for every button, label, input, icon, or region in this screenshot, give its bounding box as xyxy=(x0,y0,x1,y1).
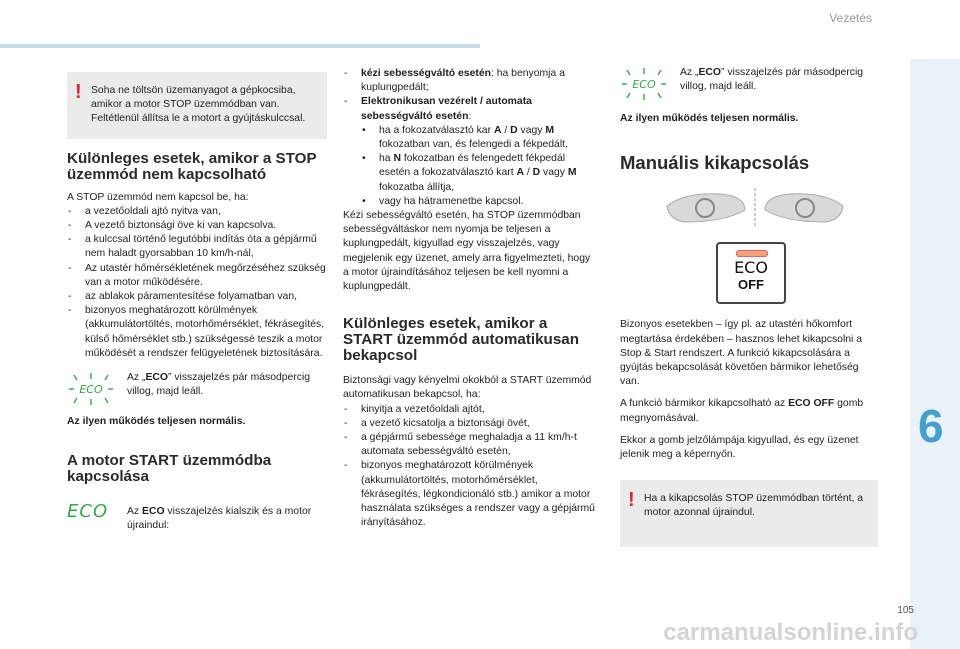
manual-off-paragraph-2: A funkció bármikor kikapcsolható az ECO OFF gomb megnyomásával. xyxy=(620,398,864,424)
list-item: - a vezetőoldali ajtó nyitva van, xyxy=(67,205,327,219)
heading-stop-special: Különleges esetek, amikor a STOP üzemmód nem kapcsolható xyxy=(67,149,317,183)
auto-start-list xyxy=(343,403,598,531)
warning-icon: ! xyxy=(628,489,635,512)
warning-text: Soha ne töltsön üzemanyagot a gépkocsiba, amikor a motor STOP üzemmódban van. Feltétlenül állítsa le a motort a gyújtáskulccsal. xyxy=(91,85,306,125)
heading-start-switch: A motor START üzemmódba kapcsolása xyxy=(67,452,272,486)
warning-note xyxy=(67,72,327,139)
eco-indicator-icon: ECO xyxy=(67,501,109,523)
gearbox-sublist xyxy=(361,124,598,209)
column-1 xyxy=(67,72,327,534)
eco-blinking-icon xyxy=(620,66,668,102)
header-bar xyxy=(0,44,480,48)
section-title: Vezetés xyxy=(829,11,872,25)
page-number: 105 xyxy=(897,605,914,616)
list-item: - az ablakok páramentesítése folyamatban van, xyxy=(67,290,327,304)
eco-off-button-icon: ECO OFF xyxy=(716,242,786,304)
list-item: • ha a fokozatválasztó kar A / D vagy M fokozatban van, és felengedi a fékpedált, xyxy=(361,124,598,152)
heading-start-special: Különleges esetek, amikor a START üzemmód automatikusan bekapcsol xyxy=(343,315,579,365)
watermark: carmanualsonline.info xyxy=(663,619,918,646)
list-item: • vagy ha hátramenetbe kapcsol. xyxy=(361,195,598,209)
warning-text: Ha a kikapcsolás STOP üzemmódban történt, a motor azonnal újraindul. xyxy=(644,493,864,519)
list-item: - bizonyos meghatározott körülmények (akkumulátortöltés, motorhőmérséklet, fékrásegítés, külső hőmérséklet stb.) szükségessé teszik a motor működését a rendszer felügyeletének biztosítására. xyxy=(67,304,327,361)
eco-blink-text: Az „ECO” visszajelzés pár másodpercig villog, majd leáll. xyxy=(127,372,311,398)
start-intro: Biztonsági vagy kényelmi okokból a START üzemmód automatikusan bekapcsol, ha: xyxy=(343,375,592,401)
list-item: - Elektronikusan vezérelt / automata sebességváltó esetén: • ha a fokozatválasztó kar A / D vagy M fokozatban van, és felengedi a fékpedált, • ha N fokozatban és felengedett fékpedál esetén a fokozatválasztó kart A / D vagy M fokozatba állítja, • vagy ha hátramenetbe kapcsol. xyxy=(343,95,598,209)
eco-start-text: Az ECO visszajelzés kialszik és a motor újraindul: xyxy=(127,506,312,532)
list-item: - a kulccsal történő legutóbbi indítás óta a gépjármű nem haladt gyorsabban 10 km/h-nál, xyxy=(67,233,327,261)
list-item: - a vezető kicsatolja a biztonsági övét, xyxy=(343,417,598,431)
dashboard-diagram-icon xyxy=(665,186,845,230)
eco-start-row xyxy=(67,501,327,533)
stop-conditions-list xyxy=(67,205,327,361)
chapter-number: 6 xyxy=(918,400,944,452)
warning-note xyxy=(620,480,878,546)
list-item: - a gépjármű sebessége meghaladja a 11 km/h-t automata sebességváltó esetén, xyxy=(343,431,598,459)
list-item: - bizonyos meghatározott körülmények (akkumulátortöltés, motorhőmérséklet, fékrásegítés, légkondicionáló stb.) amikor a motor használata szükséges a rendszer vagy a gépjármű irányításához. xyxy=(343,459,598,530)
normal-operation-note: Az ilyen működés teljesen normális. xyxy=(620,113,799,124)
chapter-tab xyxy=(910,59,960,649)
manual-off-paragraph-1: Bizonyos esetekben – így pl. az utastéri hőkomfort megtartása érdekében – hasznos lehet kikapcsolni a Stop & Start rendszert. A funkció kikapcsolására a gyújtás bekapcsolását követően bármikor lehetőség van. xyxy=(620,319,863,388)
eco-blink-text: Az „ECO” visszajelzés pár másodpercig villog, majd leáll. xyxy=(680,67,864,93)
list-item: - kinyitja a vezetőoldali ajtót, xyxy=(343,403,598,417)
eco-blink-row xyxy=(67,371,327,407)
list-item: - A vezető biztonsági öve ki van kapcsolva. xyxy=(67,219,327,233)
normal-operation-note: Az ilyen működés teljesen normális. xyxy=(67,416,246,428)
svg-text:ECO: ECO xyxy=(632,78,656,91)
list-item: - Az utastér hőmérsékletének megőrzéséhez szükség van a motor működésére. xyxy=(67,262,327,290)
list-item: - kézi sebességváltó esetén: ha benyomja a kuplungpedált; xyxy=(343,67,598,95)
svg-text:ECO: ECO xyxy=(79,383,103,397)
column-2 xyxy=(343,67,598,530)
manual-gearbox-paragraph: Kézi sebességváltó esetén, ha STOP üzemmódban sebességváltáskor nem nyomja be teljesen a kuplungpedált, kigyullad egy visszajelzés, vagy megjelenik egy üzenet, amely arra figyelmezteti, hogy a motor újraindításához teljesen be kell nyomni a kuplungpedált. xyxy=(343,210,591,293)
list-item: • ha N fokozatban és felengedett fékpedál esetén a fokozatválasztó kart A / D vagy M fokozatba állítja, xyxy=(361,152,598,195)
eco-blinking-icon xyxy=(67,371,115,407)
start-conditions-list xyxy=(343,67,598,209)
column-3 xyxy=(620,66,878,547)
eco-blink-row xyxy=(620,66,878,102)
heading-manual-off: Manuális kikapcsolás xyxy=(620,152,810,174)
stop-intro: A STOP üzemmód nem kapcsol be, ha: xyxy=(67,191,249,203)
warning-icon: ! xyxy=(75,81,82,103)
manual-off-paragraph-3: Ekkor a gomb jelzőlámpája kigyullad, és egy üzenet jelenik meg a képernyőn. xyxy=(620,434,859,461)
